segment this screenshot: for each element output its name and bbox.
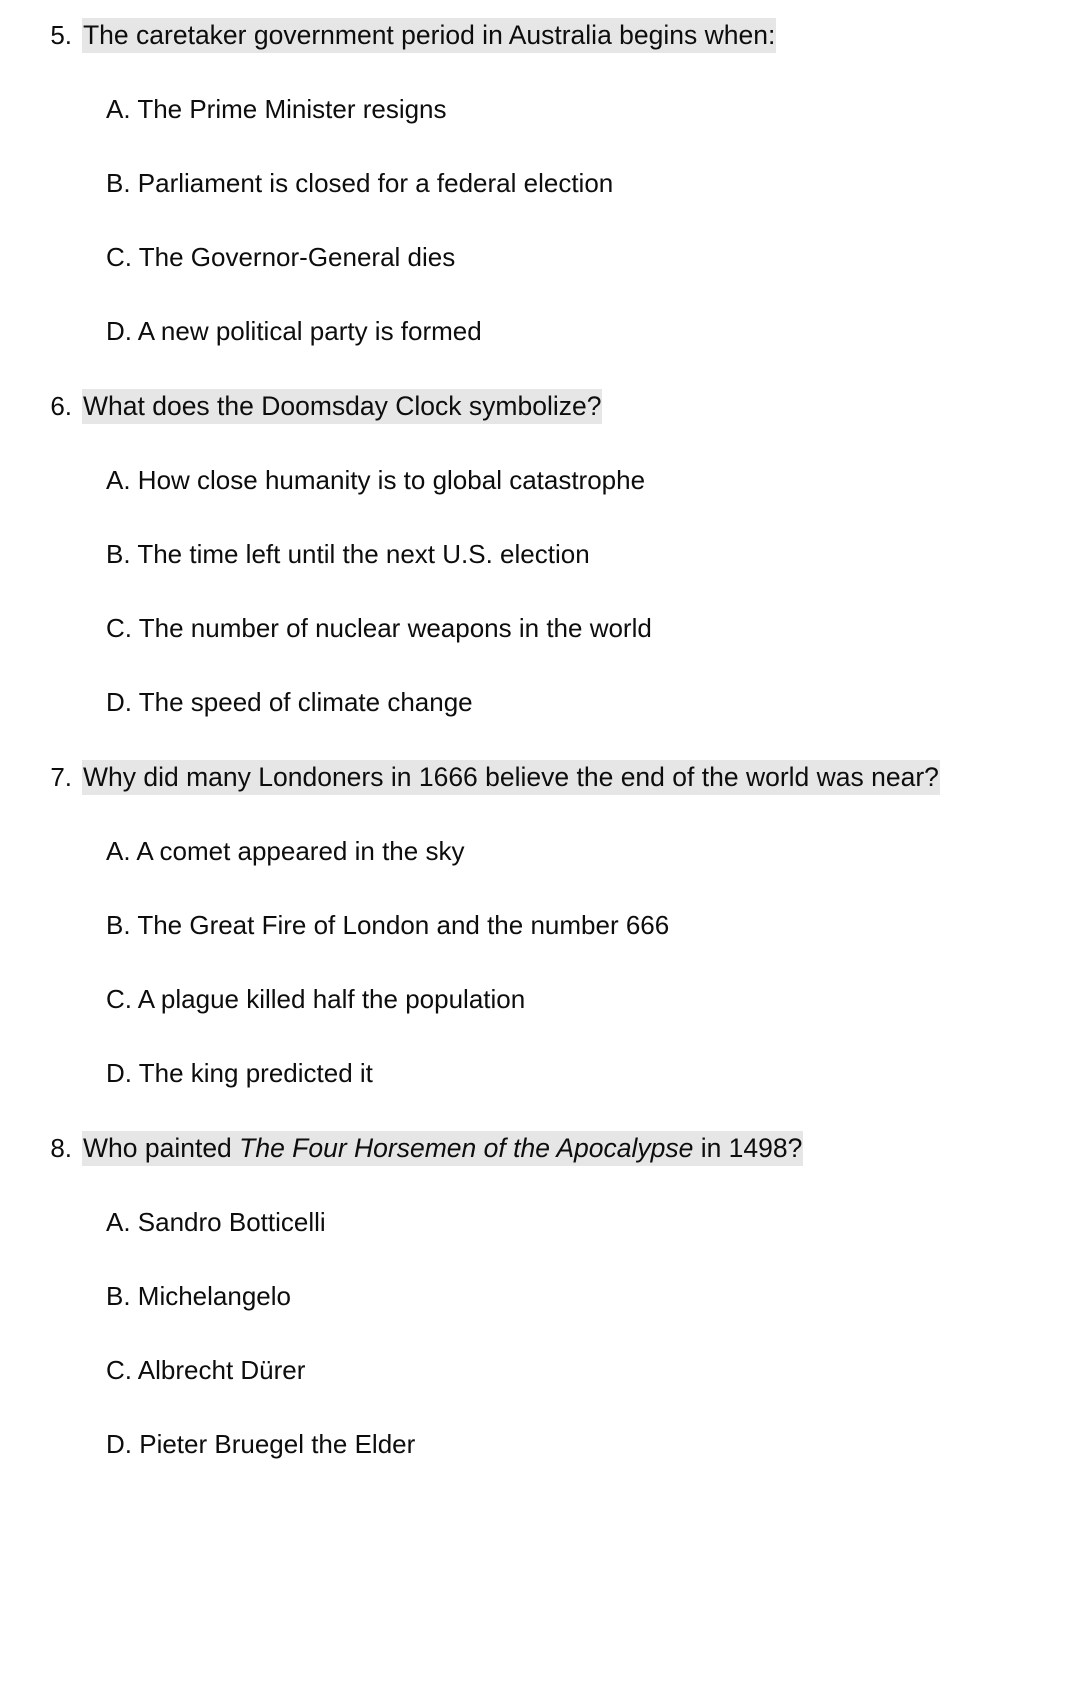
question-block	[28, 756, 1040, 1094]
option-b[interactable]: B. Parliament is closed for a federal election	[106, 168, 614, 198]
spacer	[28, 1169, 1040, 1201]
spacer	[28, 130, 1040, 162]
option-c[interactable]: C. Albrecht Dürer	[106, 1355, 306, 1385]
question-number: 8.	[50, 1133, 72, 1163]
question-row	[28, 385, 1040, 427]
question-text-part-2: in 1498?	[693, 1133, 803, 1163]
option-c[interactable]: C. A plague killed half the population	[106, 984, 526, 1014]
question-text	[82, 14, 776, 56]
question-text-highlight: Why did many Londoners in 1666 believe the end of the world was near?	[82, 760, 940, 795]
spacer	[28, 649, 1040, 681]
question-text-part-italic: The Four Horsemen of the Apocalypse	[239, 1133, 694, 1163]
option-a[interactable]: A. The Prime Minister resigns	[106, 94, 447, 124]
option-b[interactable]: B. The Great Fire of London and the number 666	[106, 910, 670, 940]
option-a[interactable]: A. How close humanity is to global catastrophe	[106, 465, 646, 495]
option-b[interactable]: B. The time left until the next U.S. election	[106, 539, 590, 569]
question-number: 5.	[50, 20, 72, 50]
spacer	[28, 56, 1040, 88]
spacer	[28, 575, 1040, 607]
spacer	[28, 1391, 1040, 1423]
spacer	[28, 946, 1040, 978]
question-text	[82, 1127, 803, 1169]
question-text	[82, 385, 602, 427]
question-text-highlight: The caretaker government period in Australia begins when:	[82, 18, 776, 53]
options-list	[28, 830, 1040, 1094]
question-row	[28, 14, 1040, 56]
option-a[interactable]: A. Sandro Botticelli	[106, 1207, 326, 1237]
options-list	[28, 1201, 1040, 1465]
spacer	[28, 872, 1040, 904]
option-b[interactable]: B. Michelangelo	[106, 1281, 291, 1311]
spacer	[28, 723, 1040, 756]
question-text-highlight: What does the Doomsday Clock symbolize?	[82, 389, 602, 424]
option-d[interactable]: D. The speed of climate change	[106, 687, 473, 717]
question-block	[28, 1127, 1040, 1465]
options-list	[28, 459, 1040, 723]
question-number: 7.	[50, 762, 72, 792]
question-text	[82, 756, 940, 798]
spacer	[28, 1317, 1040, 1349]
options-list	[28, 88, 1040, 352]
spacer	[28, 352, 1040, 385]
spacer	[28, 278, 1040, 310]
question-row	[28, 1127, 1040, 1169]
spacer	[28, 1243, 1040, 1275]
option-a[interactable]: A. A comet appeared in the sky	[106, 836, 465, 866]
option-d[interactable]: D. Pieter Bruegel the Elder	[106, 1429, 416, 1459]
question-text-highlight	[82, 1131, 803, 1166]
spacer	[28, 798, 1040, 830]
question-block	[28, 14, 1040, 352]
option-c[interactable]: C. The Governor-General dies	[106, 242, 456, 272]
spacer	[28, 501, 1040, 533]
option-d[interactable]: D. A new political party is formed	[106, 316, 482, 346]
question-row	[28, 756, 1040, 798]
spacer	[28, 1020, 1040, 1052]
question-block	[28, 385, 1040, 723]
spacer	[28, 1094, 1040, 1127]
spacer	[28, 427, 1040, 459]
question-text-part-1: Who painted	[83, 1133, 240, 1163]
option-c[interactable]: C. The number of nuclear weapons in the world	[106, 613, 652, 643]
spacer	[28, 204, 1040, 236]
option-d[interactable]: D. The king predicted it	[106, 1058, 373, 1088]
question-number: 6.	[50, 391, 72, 421]
